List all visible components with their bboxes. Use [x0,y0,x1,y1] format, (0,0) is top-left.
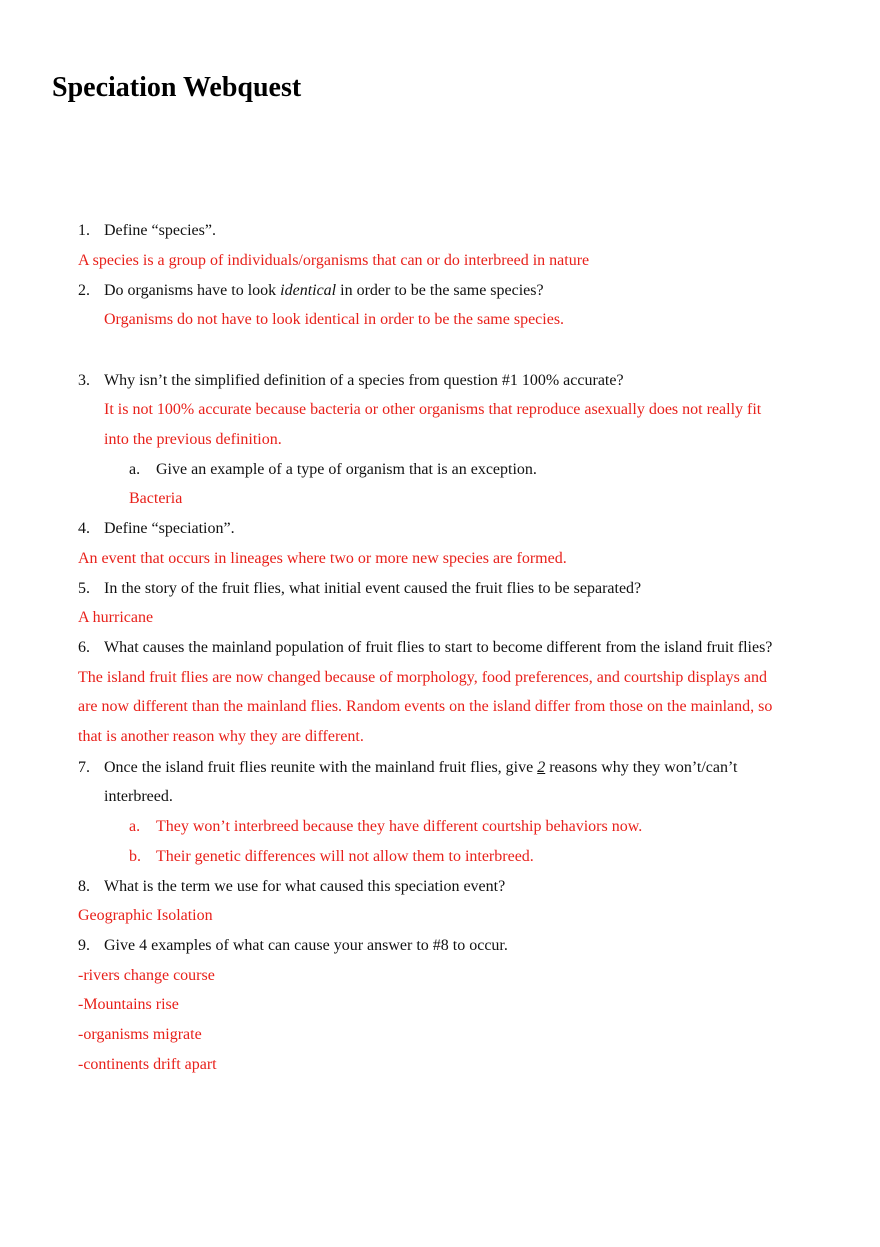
question-number: 1. [78,222,90,239]
question-number: 8. [78,878,90,895]
answer-4: An event that occurs in lineages where two or more new species are formed. [78,550,567,567]
sub-answer-text: Their genetic differences will not allow them to interbreed. [156,848,534,865]
answer-3-line-2: into the previous definition. [104,431,282,448]
answer-9-item: -organisms migrate [78,1026,202,1043]
sub-question-text: Give an example of a type of organism that is an exception. [156,461,537,478]
answer-9-item: -continents drift apart [78,1056,217,1073]
answer-6-line-3: that is another reason why they are different. [78,728,364,745]
answer-5: A hurricane [78,609,154,626]
page-title: Speciation Webquest [52,72,302,103]
question-number: 5. [78,580,90,597]
question-text: Do organisms have to look identical in order to be the same species? [104,282,544,299]
question-number: 9. [78,937,90,954]
sub-answer-label: a. [129,818,141,835]
question-text: In the story of the fruit flies, what initial event caused the fruit flies to be separated? [104,580,642,597]
question-text: Give 4 examples of what can cause your answer to #8 to occur. [104,937,508,954]
emphasis: 2 [537,759,546,776]
answer-8: Geographic Isolation [78,907,213,924]
answer-9-item: -Mountains rise [78,996,179,1013]
question-text: Why isn’t the simplified definition of a species from question #1 100% accurate? [104,372,624,389]
question-number: 4. [78,520,90,537]
question-number: 3. [78,372,90,389]
question-number: 6. [78,639,90,656]
question-text: Define “species”. [104,222,216,239]
question-text: What causes the mainland population of fruit flies to start to become different from the island fruit flies? [104,639,773,656]
answer-9-item: -rivers change course [78,967,215,984]
question-text: What is the term we use for what caused this speciation event? [104,878,506,895]
question-number: 7. [78,759,90,776]
answer-6-line-1: The island fruit flies are now changed because of morphology, food preferences, and courtship displays and [78,669,767,686]
emphasis: identical [280,282,337,299]
question-text: Define “speciation”. [104,520,235,537]
question-text: Once the island fruit flies reunite with the mainland fruit flies, give 2 reasons why they won’t/can’t [104,759,738,776]
answer-3a: Bacteria [129,490,183,507]
answer-6-line-2: are now different than the mainland flies. Random events on the island differ from those on the mainland, so [78,698,773,715]
sub-question-label: a. [129,461,141,478]
question-7-line-2: interbreed. [104,788,173,805]
answer-1: A species is a group of individuals/organisms that can or do interbreed in nature [78,252,590,269]
sub-answer-label: b. [129,848,141,865]
sub-answer-text: They won’t interbreed because they have different courtship behaviors now. [156,818,643,835]
question-number: 2. [78,282,90,299]
answer-2: Organisms do not have to look identical in order to be the same species. [104,311,565,328]
answer-3-line-1: It is not 100% accurate because bacteria or other organisms that reproduce asexually does not really fit [104,401,762,418]
